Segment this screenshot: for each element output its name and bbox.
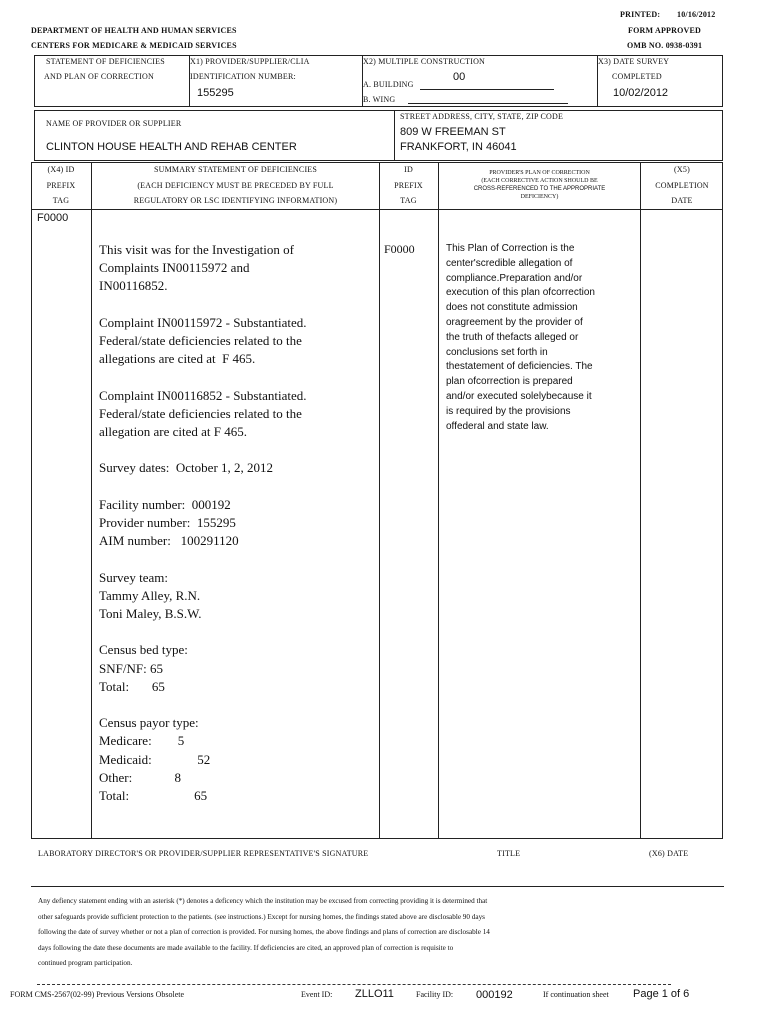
summary-line: Toni Maley, B.S.W. (99, 606, 202, 622)
title-label: TITLE (497, 849, 521, 858)
plan-line: offederal and state law. (446, 420, 549, 432)
wing-label: B. WING (363, 95, 396, 104)
right-prefix-tag: F0000 (384, 242, 415, 256)
summary-line (99, 368, 307, 386)
summary-line: Federal/state deficiencies related to the (99, 405, 302, 421)
dept-title: DEPARTMENT OF HEALTH AND HUMAN SERVICES (31, 26, 237, 35)
disclaimer-line: days following the date these documents are made available to the facility. If deficiencies are cited, an approved plan of correction is requisite to (38, 943, 454, 952)
footer-divider (37, 984, 671, 985)
x4-header-3: TAG (52, 196, 70, 205)
summary-line: Census bed type: (99, 642, 188, 658)
plan-header-2: (EACH CORRECTIVE ACTION SHOULD BE (481, 178, 598, 184)
summary-line: Survey dates: October 1, 2, 2012 (99, 460, 274, 476)
x1-label-2: IDENTIFICATION NUMBER: (190, 72, 296, 81)
summary-line: Complaint IN00115972 - Substantiated. (99, 314, 307, 330)
disclaimer-line: continued program participation. (38, 959, 133, 967)
plan-line: oragreement by the provider of (446, 316, 583, 328)
disclaimer-text (38, 894, 490, 972)
plan-line: execution of this plan ofcorrection (446, 287, 595, 299)
event-id-value: ZLLO11 (355, 988, 394, 1000)
disclaimer-line: other safeguards provide sufficient protection to the patients. (see instructions.) Except for nursing homes, the findings stated above are disclosable 90 days (38, 912, 485, 921)
printed-label: PRINTED: (620, 10, 661, 19)
plan-line: thestatement of deficiencies. The (446, 361, 593, 373)
summary-line: Tammy Alley, R.N. (99, 587, 201, 603)
summary-line (99, 478, 307, 496)
plan-header-1: PROVIDER'S PLAN OF CORRECTION (489, 170, 590, 176)
summary-line (99, 550, 307, 568)
event-id-label: Event ID: (301, 990, 333, 999)
x5-header-1: (X5) (674, 165, 690, 174)
x3-label-1: X3) DATE SURVEY (598, 57, 670, 66)
building-label: A. BUILDING (363, 80, 414, 89)
summary-line: Complaints IN00115972 and (99, 260, 250, 276)
plan-of-correction (446, 242, 636, 434)
plan-header-3: CROSS-REFERENCED TO THE APPROPRIATE (473, 186, 606, 192)
plan-line: center'scredible allegation of (446, 257, 573, 269)
x2-label: X2) MULTIPLE CONSTRUCTION (363, 57, 486, 66)
facility-id-value: 000192 (476, 989, 513, 1001)
omb-number: OMB NO. 0938-0391 (627, 41, 703, 50)
signature-label: LABORATORY DIRECTOR'S OR PROVIDER/SUPPLIER REPRESENTATIVE'S SIGNATURE (38, 849, 369, 858)
summary-line: Facility number: 000192 (99, 496, 231, 512)
summary-statement (99, 241, 307, 805)
summary-header-1: SUMMARY STATEMENT OF DEFICIENCIES (153, 165, 318, 174)
provider-id-value: 155295 (197, 87, 234, 99)
summary-line: Medicaid: 52 (99, 751, 211, 767)
statement-label-1: STATEMENT OF DEFICIENCIES (46, 57, 165, 66)
page-number: Page 1 of 6 (633, 988, 690, 1000)
plan-line: does not constitute admission (446, 302, 578, 314)
provider-box (34, 110, 723, 161)
summary-line: Medicare: 5 (99, 733, 185, 749)
summary-line: Survey team: (99, 569, 168, 585)
summary-line: Census payor type: (99, 715, 199, 731)
plan-line: plan ofcorrection is prepared (446, 376, 573, 388)
summary-line: This visit was for the Investigation of (99, 242, 294, 257)
id-header-2: PREFIX (394, 181, 423, 190)
summary-line: IN00116852. (99, 278, 168, 294)
summary-header-2: (EACH DEFICIENCY MUST BE PRECEDED BY FULL (137, 181, 334, 190)
id-header-3: TAG (400, 196, 417, 205)
summary-header-3: REGULATORY OR LSC IDENTIFYING INFORMATION) (133, 196, 338, 205)
x4-header-1: (X4) ID (47, 165, 75, 174)
summary-line: AIM number: 100291120 (99, 533, 239, 549)
summary-line: Total: 65 (99, 678, 165, 694)
x4-header-2: PREFIX (46, 181, 76, 190)
summary-line: allegations are cited at F 465. (99, 351, 256, 367)
left-prefix-tag: F0000 (37, 212, 69, 224)
plan-line: and/or executed solelybecause it (446, 390, 592, 402)
summary-line: Other: 8 (99, 769, 181, 785)
summary-line: Provider number: 155295 (99, 515, 236, 531)
facility-id-label: Facility ID: (416, 990, 454, 999)
x3-label-2: COMPLETED (612, 72, 662, 81)
summary-line (99, 696, 307, 714)
provider-name-value: CLINTON HOUSE HEALTH AND REHAB CENTER (46, 141, 297, 153)
plan-line: is required by the provisions (446, 405, 571, 417)
statement-label-2: AND PLAN OF CORRECTION (44, 72, 154, 81)
provider-name-label: NAME OF PROVIDER OR SUPPLIER (46, 119, 182, 128)
x5-header-3: DATE (671, 196, 693, 205)
plan-line: This Plan of Correction is the (446, 243, 575, 254)
summary-line: SNF/NF: 65 (99, 660, 163, 676)
plan-line: compliance.Preparation and/or (446, 272, 583, 284)
summary-line: Total: 65 (99, 788, 208, 804)
summary-line (99, 296, 307, 314)
summary-line (99, 623, 307, 641)
summary-line (99, 441, 307, 459)
x6-date-label: (X6) DATE (649, 849, 689, 858)
disclaimer-line: Any defiency statement ending with an asterisk (*) denotes a deficency which the institution may be excused from correcting providing it is determined that (38, 897, 488, 905)
plan-line: the truth of thefacts alleged or (446, 331, 579, 343)
centers-title: CENTERS FOR MEDICARE & MEDICAID SERVICES (31, 41, 237, 50)
survey-date-value: 10/02/2012 (613, 87, 669, 99)
form-number: FORM CMS-2567(02-99) Previous Versions Obsolete (10, 990, 185, 999)
continuation-label: If continuation sheet (543, 990, 609, 999)
printed-date: 10/16/2012 (677, 10, 716, 19)
plan-line: conclusions set forth in (446, 346, 548, 358)
summary-line: allegation are cited at F 465. (99, 424, 248, 440)
form-approved: FORM APPROVED (628, 26, 702, 35)
summary-line: Federal/state deficiencies related to the (99, 333, 302, 349)
building-value: 00 (453, 71, 466, 83)
plan-header-4: DEFICIENCY) (520, 194, 559, 200)
x5-header-2: COMPLETION (655, 181, 709, 190)
street-value: 809 W FREEMAN ST (400, 126, 506, 138)
x1-label-1: X1) PROVIDER/SUPPLIER/CLIA (190, 57, 310, 66)
address-label: STREET ADDRESS, CITY, STATE, ZIP CODE (400, 112, 564, 121)
disclaimer-line: following the date of survey whether or not a plan of correction is provided. For nursing homes, the above findings and plans of correction are disclosable 14 (38, 928, 490, 936)
city-value: FRANKFORT, IN 46041 (400, 141, 517, 153)
summary-line: Complaint IN00116852 - Substantiated. (99, 387, 307, 403)
id-header-1: ID (404, 165, 413, 174)
